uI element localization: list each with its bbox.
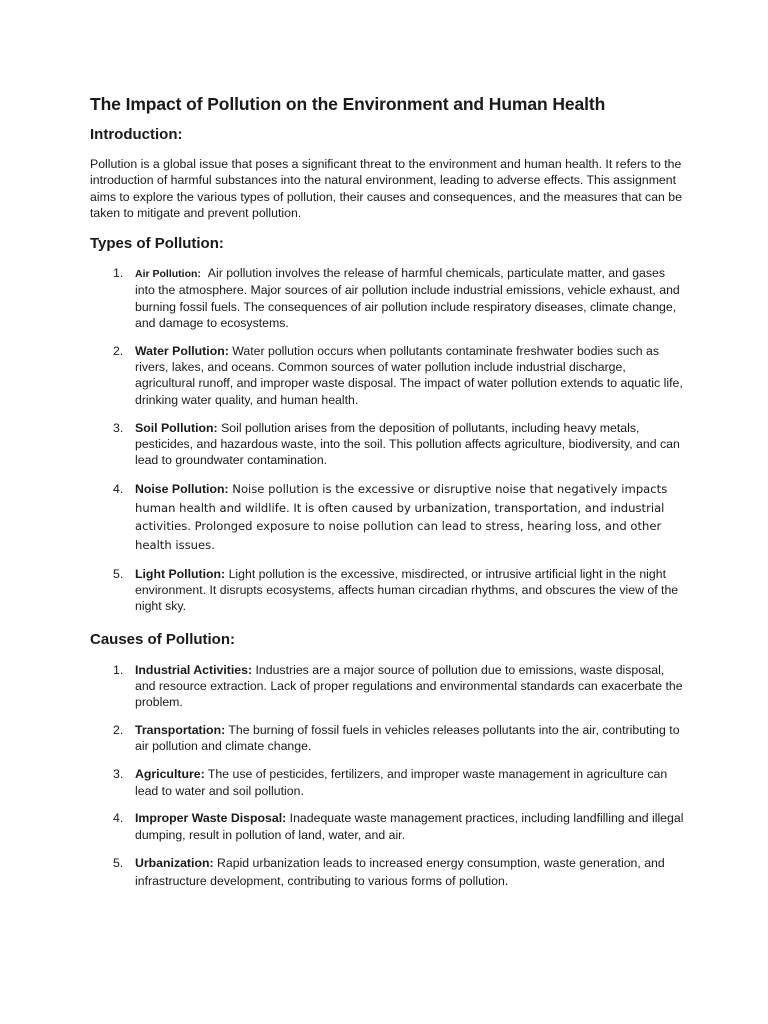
list-item-text: Water pollution occurs when pollutants contaminate freshwater bodies such as rivers, lakes, and oceans. Common sources of water pollution include industrial discharge, agricultural runoff, and improper waste disposal. The impact of water pollution extends to aquatic life, drinking water quality, and human health.: [135, 343, 683, 407]
list-number: 3.: [113, 767, 124, 782]
list-item: [90, 265, 685, 331]
document-page: [90, 92, 685, 902]
causes-heading: Causes of Pollution:: [90, 630, 236, 648]
types-heading: Types of Pollution:: [90, 235, 224, 253]
list-item-text: Inadequate waste management practices, including landfilling and illegal dumping, result in pollution of land, water, and air.: [135, 811, 684, 842]
list-item-term: Agriculture:: [135, 767, 205, 782]
list-number: 3.: [113, 420, 124, 435]
list-item-term: Water Pollution:: [135, 343, 229, 358]
list-item-text: Industries are a major source of pollution due to emissions, waste disposal, and resource extraction. Lack of proper regulations and environmental standards can exacerbate the problem.: [135, 662, 683, 710]
list-number: 1.: [113, 662, 124, 677]
list-item: [90, 722, 685, 755]
causes-list: [90, 662, 685, 891]
list-item-term: Soil Pollution:: [135, 420, 218, 435]
types-list: [90, 265, 685, 615]
list-item-term: Improper Waste Disposal:: [135, 811, 287, 826]
list-item: [90, 662, 685, 711]
list-item-term: Industrial Activities:: [135, 662, 253, 677]
list-item-text: Noise pollution is the excessive or disruptive noise that negatively impacts human health and wildlife. It is often caused by urbanization, transportation, and industrial activities. Prolonged exposure to noise pollution can lead to stress, hearing loss, and other health issues.: [135, 481, 668, 552]
list-item-text: The use of pesticides, fertilizers, and improper waste management in agriculture can lead to water and soil pollution: [135, 767, 668, 798]
list-number: 4.: [113, 481, 124, 496]
list-item: [90, 854, 685, 890]
introduction-heading: Introduction:: [90, 126, 183, 143]
list-item-tail: .: [300, 783, 305, 798]
list-item-tail: .: [504, 874, 509, 889]
list-number: 2.: [113, 343, 124, 358]
list-item-text: Rapid urbanization leads to increased energy consumption, waste generation, and infrastructure development, contributing to various forms of pollution: [135, 856, 665, 889]
introduction-text: Pollution is a global issue that poses a significant threat to the environment and human health. It refers to the introduction of harmful substances into the natural environment, leading to adverse effects. This assignment aims to explore the various types of pollution, their causes and consequences, and the measures that can be taken to mitigate and prevent pollution.: [90, 157, 682, 220]
list-item: [90, 420, 685, 469]
list-item-term: Air Pollution:: [135, 268, 201, 281]
list-item: [90, 480, 685, 554]
list-item: [90, 810, 685, 843]
list-item-term: Noise Pollution:: [135, 481, 229, 496]
list-item-term: Urbanization:: [135, 856, 214, 871]
list-item-text: Air pollution involves the release of harmful chemicals, particulate matter, and gases into the atmosphere. Major sources of air pollution include industrial emissions, vehicle exhaust, and burning fossil fuels. The consequences of air pollution include respiratory diseases, climate change, and damage to ecosystems.: [135, 266, 680, 331]
list-item-text: The burning of fossil fuels in vehicles releases pollutants into the air, contributing to air pollution and climate change.: [135, 723, 680, 754]
list-item-term: Transportation:: [135, 723, 226, 738]
list-number: 5.: [113, 856, 124, 871]
list-item-term: Light Pollution:: [135, 566, 226, 581]
list-item-text: Light pollution is the excessive, misdirected, or intrusive artificial light in the night environment. It disrupts ecosystems, affects human circadian rhythms, and obscures the view of the night sky.: [135, 566, 679, 614]
list-number: 5.: [113, 566, 124, 581]
list-item: [90, 343, 685, 408]
document-title: The Impact of Pollution on the Environment and Human Health: [90, 94, 606, 114]
list-item-text: Soil pollution arises from the deposition of pollutants, including heavy metals, pesticides, and hazardous waste, into the soil. This pollution affects agriculture, biodiversity, and can lead to groundwater contamination.: [135, 420, 680, 468]
list-number: 2.: [113, 723, 124, 738]
list-number: 1.: [113, 266, 124, 281]
list-item: [90, 766, 685, 799]
list-number: 4.: [113, 811, 124, 826]
list-item: [90, 566, 685, 615]
